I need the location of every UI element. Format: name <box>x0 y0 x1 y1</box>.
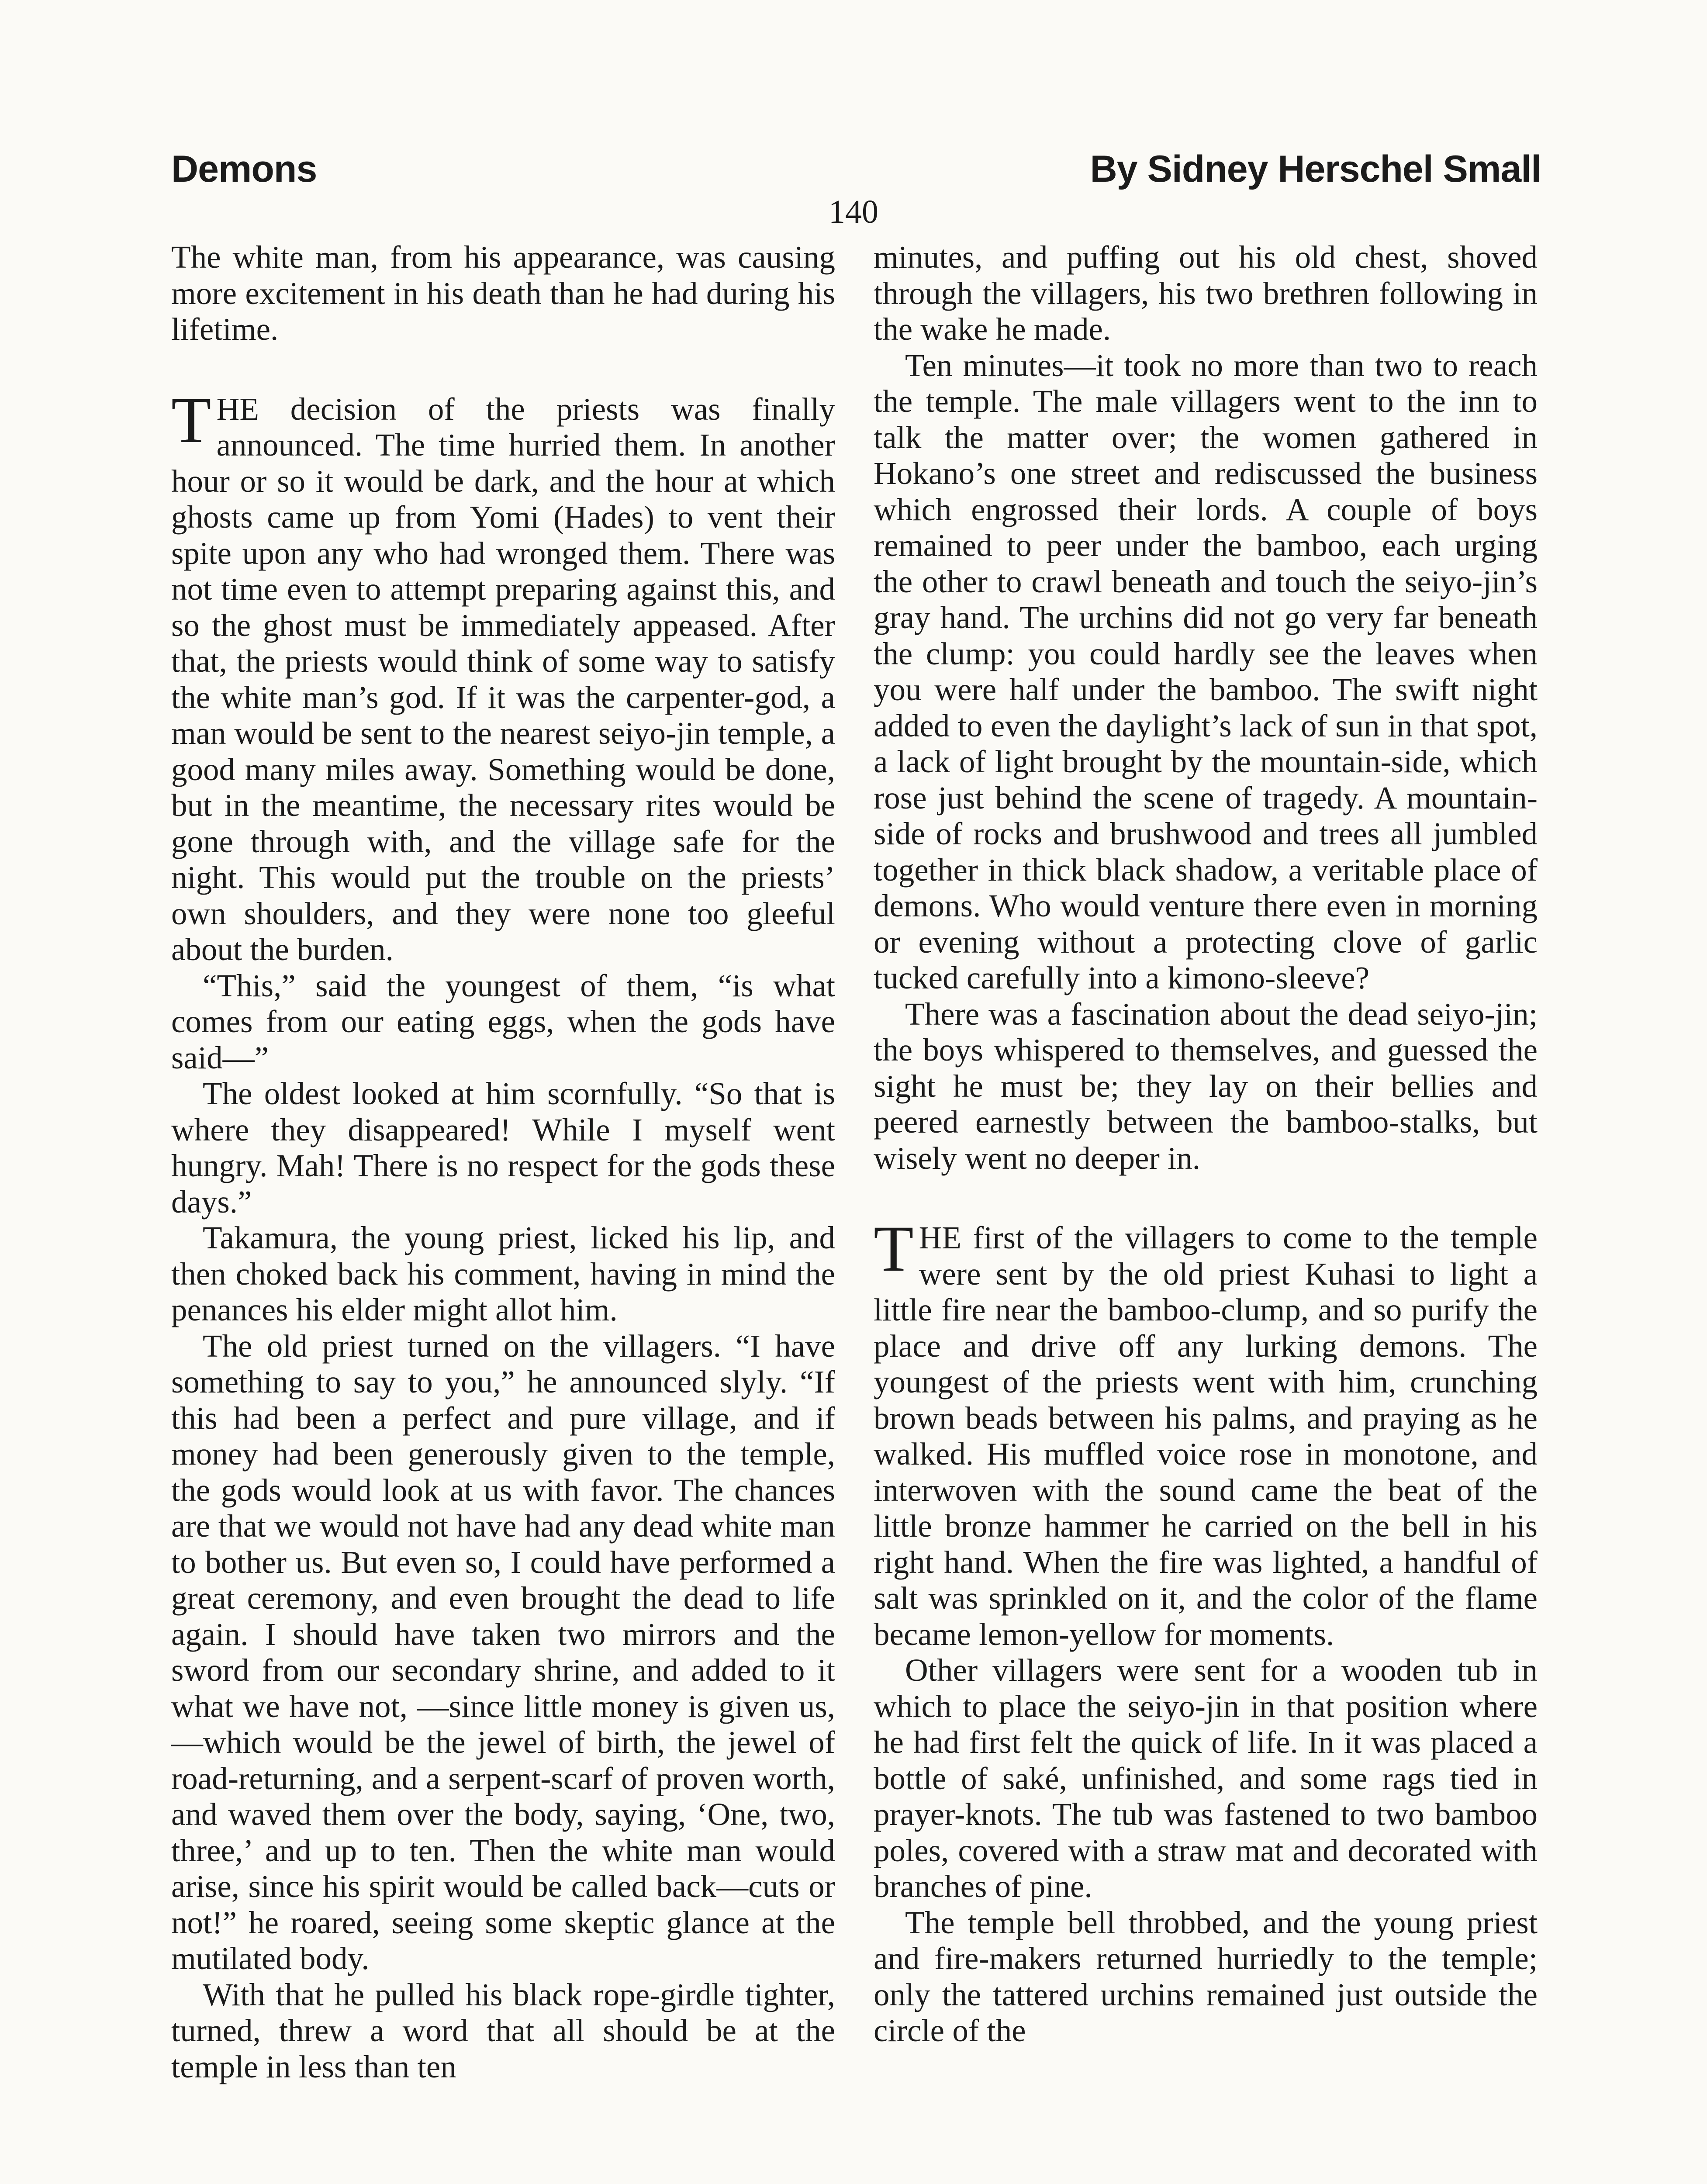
paragraph: There was a fascination about the dead seiyo-jin; the boys whispered to themselves, and guessed the sight he must be; they lay on their bellies and peered earnestly between the bamboo-stalks, but wisely went no deeper in. <box>874 996 1538 1176</box>
left-column <box>171 239 835 2085</box>
section-break <box>874 1176 1538 1220</box>
paragraph: The oldest looked at him scornfully. “So that is where they disappeared! While I myself went hungry. Mah! There is no respect for the gods these days.” <box>171 1076 835 1220</box>
paragraph-dropcap: THE first of the villagers to come to the temple were sent by the old priest Kuhasi to light a little fire near the bamboo-clump, and so purify the place and drive off any lurking demons. The youngest of the priests went with him, crunching brown beads between his palms, and praying as he walked. His muffled voice rose in monotone, and interwoven with the sound came the beat of the little bronze hammer he carried on the bell in his right hand. When the fire was lighted, a handful of salt was sprinkled on it, and the color of the flame became lemon-yellow for moments. <box>874 1213 1538 1652</box>
paragraph: “This,” said the youngest of them, “is what comes from our eating eggs, when the gods have said—” <box>171 968 835 1075</box>
paragraph: The white man, from his appearance, was causing more excitement in his death than he had during his lifetime. <box>171 239 835 347</box>
paragraph: Ten minutes—it took no more than two to reach the temple. The male villagers went to the inn to talk the matter over; the women gathered in Hokano’s one street and rediscussed the business which engrossed their lords. A couple of boys remained to peer under the bamboo, each urging the other to crawl beneath and touch the seiyo-jin’s gray hand. The urchins did not go very far beneath the clump: you could hardly see the leaves when you were half under the bamboo. The swift night added to even the daylight’s lack of sun in that spot, a lack of light brought by the mountain-side, which rose just behind the scene of tragedy. A mountain-side of rocks and brushwood and trees all jumbled together in thick black shadow, a veritable place of demons. Who would venture there even in morning or evening without a protecting clove of garlic tucked carefully into a kimono-sleeve? <box>874 347 1538 995</box>
paragraph: The temple bell throbbed, and the young priest and fire-makers returned hurriedly to the temple; only the tattered urchins remained just outside the circle of the <box>874 1904 1538 2048</box>
page-number: 140 <box>829 194 878 230</box>
paragraph: With that he pulled his black rope-girdle tighter, turned, threw a word that all should be at the temple in less than ten <box>171 1977 835 2084</box>
paragraph: minutes, and puffing out his old chest, shoved through the villagers, his two brethren following in the wake he made. <box>874 239 1538 347</box>
section-break <box>171 348 835 391</box>
paragraph: The old priest turned on the villagers. “I have something to say to you,” he announced slyly. “If this had been a perfect and pure village, and if money had been generously given to the temple, the gods would look at us with favor. The chances are that we would not have had any dead white man to bother us. But even so, I could have performed a great ceremony, and even brought the dead to life again. I should have taken two mirrors and the sword from our secondary shrine, and added to it what we have not, —since little money is given us,—which would be the jewel of birth, the jewel of road-returning, and a serpent-scarf of proven worth, and waved them over the body, saying, ‘One, two, three,’ and up to ten. Then the white man would arise, since his spirit would be called back—cuts or not!” he roared, seeing some skeptic glance at the mutilated body. <box>171 1328 835 1976</box>
paragraph: Other villagers were sent for a wooden tub in which to place the seiyo-jin in that position where he had first felt the quick of life. In it was placed a bottle of saké, unfinished, and some rags tied in prayer-knots. The tub was fastened to two bamboo poles, covered with a straw mat and decorated with branches of pine. <box>874 1652 1538 1904</box>
story-byline: By Sidney Herschel Small <box>1090 148 1541 190</box>
paragraph: Takamura, the young priest, licked his lip, and then choked back his comment, having in mind the penances his elder might allot him. <box>171 1220 835 1327</box>
paragraph-dropcap: THE decision of the priests was finally announced. The time hurried them. In another hour or so it would be dark, and the hour at which ghosts came up from Yomi (Hades) to vent their spite upon any who had wronged them. There was not time even to attempt preparing against this, and so the ghost must be immediately appeased. After that, the priests would think of some way to satisfy the white man’s god. If it was the carpenter-god, a man would be sent to the nearest seiyo-jin temple, a good many miles away. Something would be done, but in the meantime, the necessary rites would be gone through with, and the village safe for the night. This would put the trouble on the priests’ own shoulders, and they were none too gleeful about the burden. <box>171 384 835 967</box>
right-column <box>874 239 1538 2049</box>
story-title: Demons <box>171 148 317 190</box>
